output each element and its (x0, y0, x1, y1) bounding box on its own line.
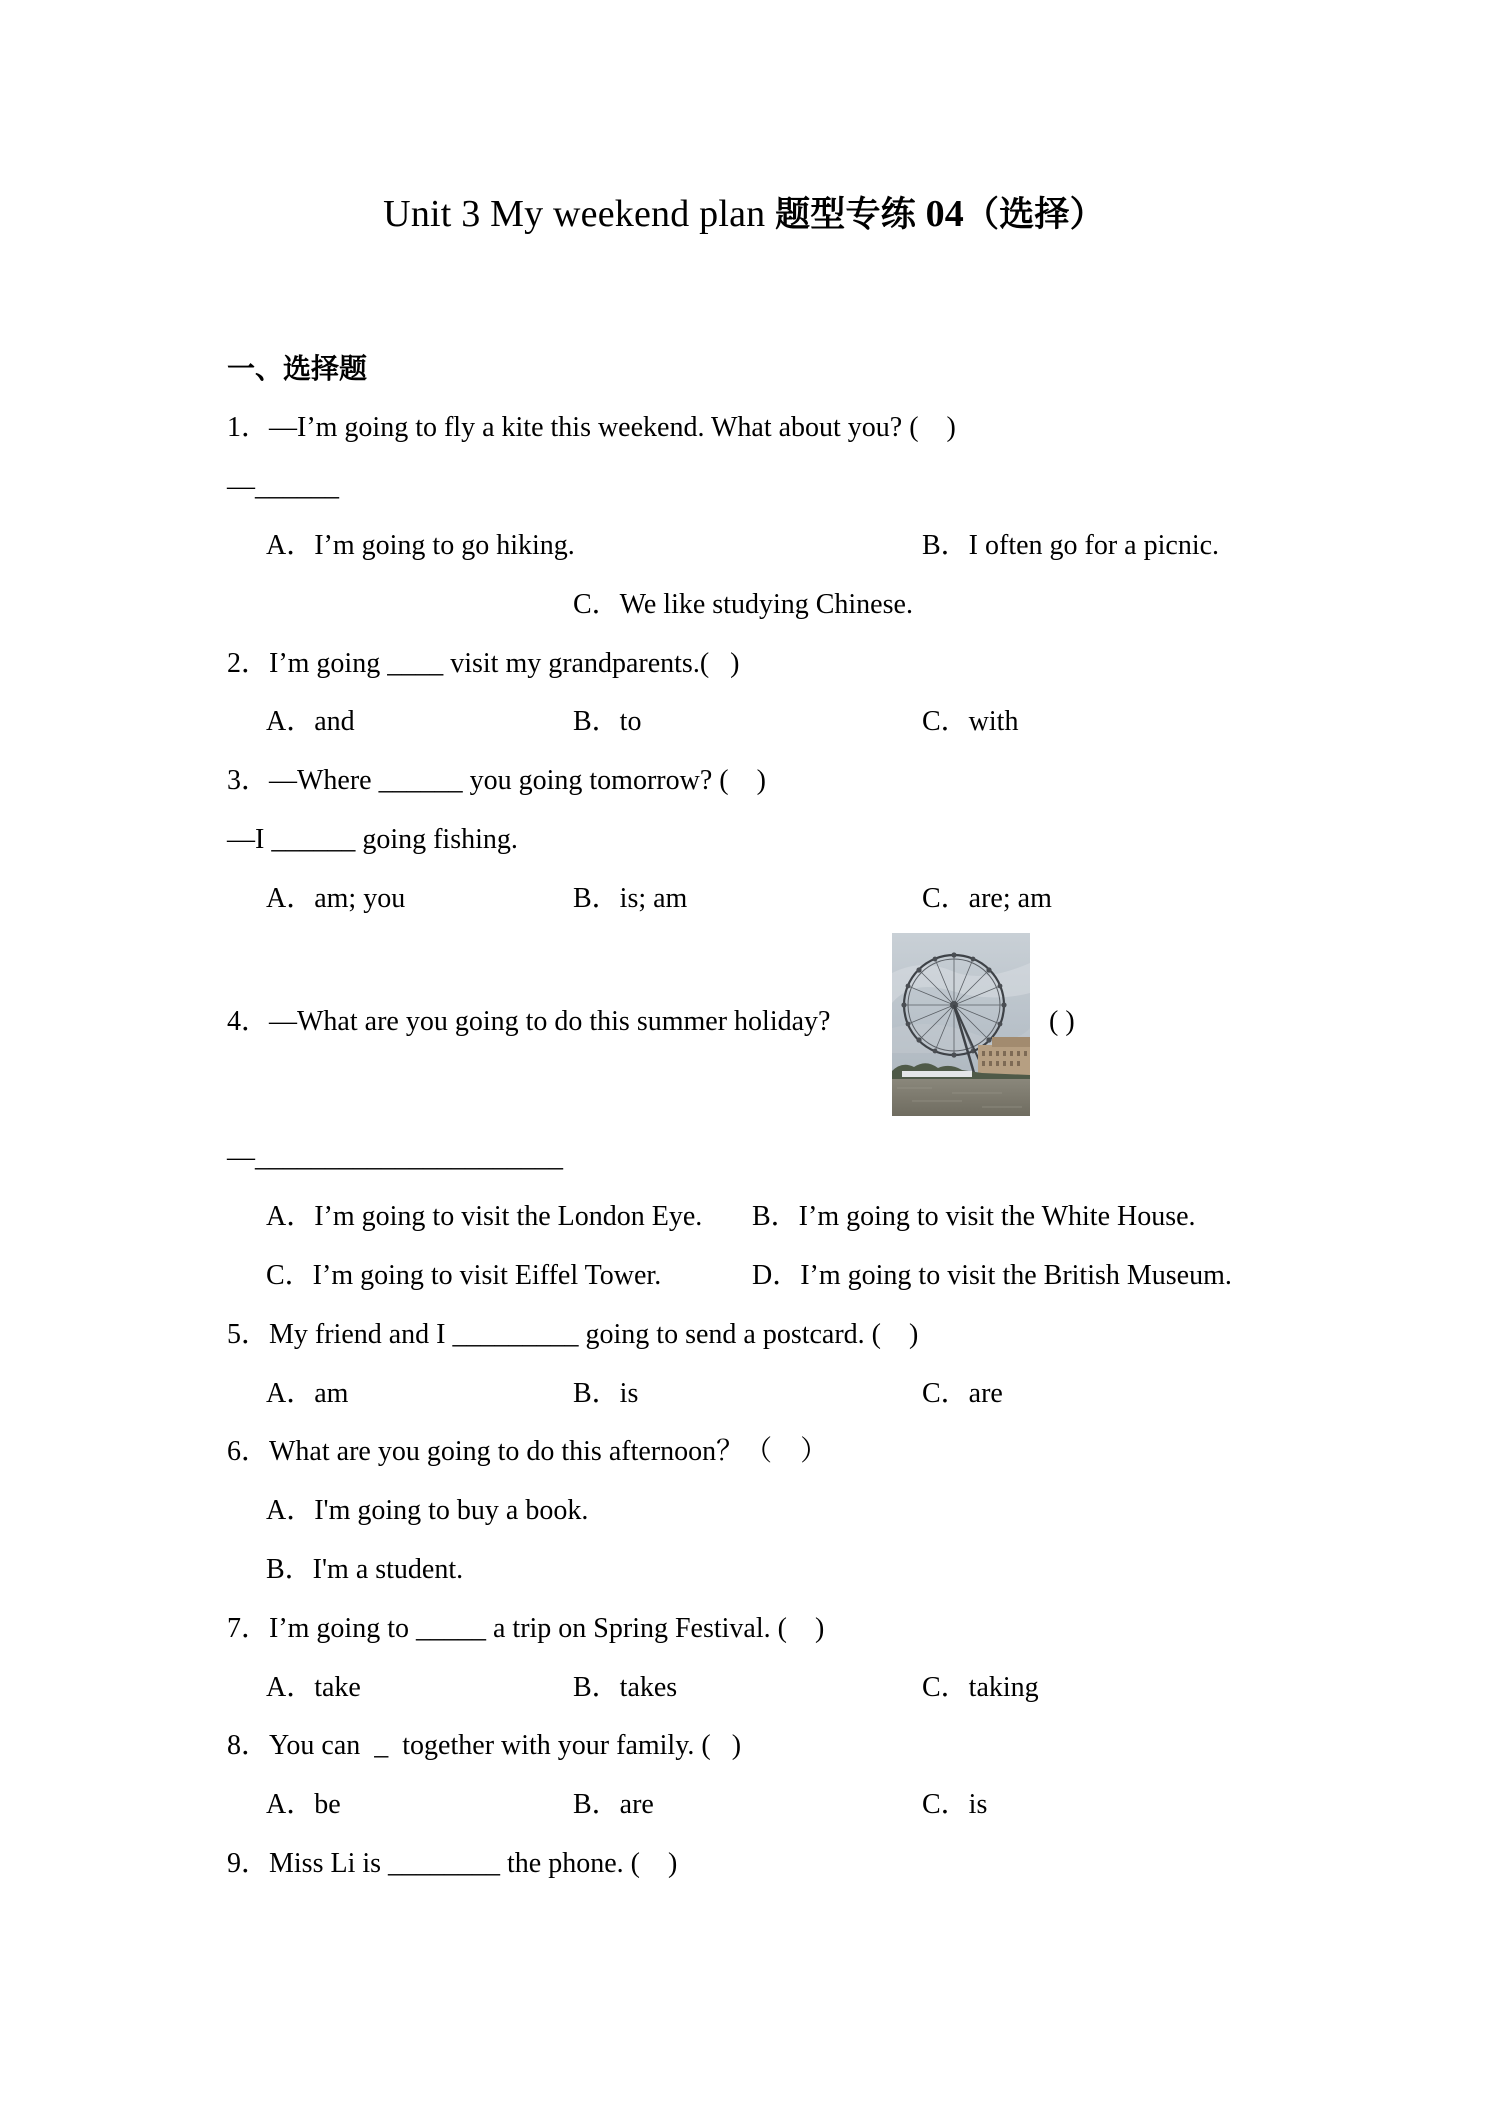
title-cn: 题型专练 (775, 195, 916, 235)
title-prefix: Unit 3 My weekend plan (383, 193, 776, 235)
question-3-option-b[interactable]: B．is; am (573, 883, 688, 914)
question-5-option-c[interactable]: C．are (922, 1378, 1003, 1409)
question-7-option-c[interactable]: C．taking (922, 1672, 1039, 1703)
question-4-answer-line: —______________________ (227, 1142, 563, 1173)
london-eye-photo (892, 933, 1030, 1116)
question-4-option-d[interactable]: D．I’m going to visit the British Museum. (752, 1260, 1232, 1291)
question-9-stem: 9．Miss Li is ________ the phone. ( ) (227, 1848, 678, 1879)
question-8-stem: 8．You can _ together with your family. ( ) (227, 1730, 742, 1761)
question-4-option-c[interactable]: C．I’m going to visit Eiffel Tower. (266, 1260, 662, 1291)
question-4-paren: ( ) (1049, 1006, 1075, 1037)
page-title (0, 190, 1488, 239)
question-1-answer-line: —______ (227, 471, 339, 502)
question-3-option-c[interactable]: C．are; am (922, 883, 1052, 914)
question-6-option-b[interactable]: B．I'm a student. (266, 1554, 464, 1585)
question-7-option-a[interactable]: A．take (266, 1672, 361, 1703)
question-2-stem: 2．I’m going ____ visit my grandparents.( ) (227, 648, 740, 679)
question-4-option-b[interactable]: B．I’m going to visit the White House. (752, 1201, 1196, 1232)
question-5-option-a[interactable]: A．am (266, 1378, 349, 1409)
question-7-option-b[interactable]: B．takes (573, 1672, 678, 1703)
question-2-option-a[interactable]: A．and (266, 706, 355, 737)
title-number: 04 (915, 193, 965, 235)
question-3-answer-line: —I ______ going fishing. (227, 824, 518, 855)
question-7-stem: 7．I’m going to _____ a trip on Spring Festival. ( ) (227, 1613, 825, 1644)
question-6-stem: 6．What are you going to do this afternoon？（ ） (227, 1436, 829, 1467)
ferris-wheel-icon (892, 933, 1030, 1116)
question-1-option-a[interactable]: A．I’m going to go hiking. (266, 530, 575, 561)
question-8-option-b[interactable]: B．are (573, 1789, 654, 1820)
question-3-option-a[interactable]: A．am; you (266, 883, 406, 914)
question-2-option-b[interactable]: B．to (573, 706, 642, 737)
question-6-option-a[interactable]: A．I'm going to buy a book. (266, 1495, 589, 1526)
question-8-option-c[interactable]: C．is (922, 1789, 988, 1820)
question-3-stem: 3．—Where ______ you going tomorrow? ( ) (227, 765, 766, 796)
title-suffix: （选择） (964, 195, 1105, 235)
question-1-option-b[interactable]: B．I often go for a picnic. (922, 530, 1220, 561)
question-4-option-a[interactable]: A．I’m going to visit the London Eye. (266, 1201, 703, 1232)
question-5-option-b[interactable]: B．is (573, 1378, 639, 1409)
question-1-stem: 1．—I’m going to fly a kite this weekend. What about you? ( ) (227, 412, 956, 443)
question-4-stem: 4．—What are you going to do this summer holiday? (227, 1006, 831, 1037)
question-1-option-c[interactable]: C．We like studying Chinese. (573, 589, 913, 620)
question-8-option-a[interactable]: A．be (266, 1789, 341, 1820)
question-5-stem: 5．My friend and I _________ going to send a postcard. ( ) (227, 1319, 919, 1350)
section-heading: 一、选择题 (227, 352, 368, 385)
question-2-option-c[interactable]: C．with (922, 706, 1019, 737)
